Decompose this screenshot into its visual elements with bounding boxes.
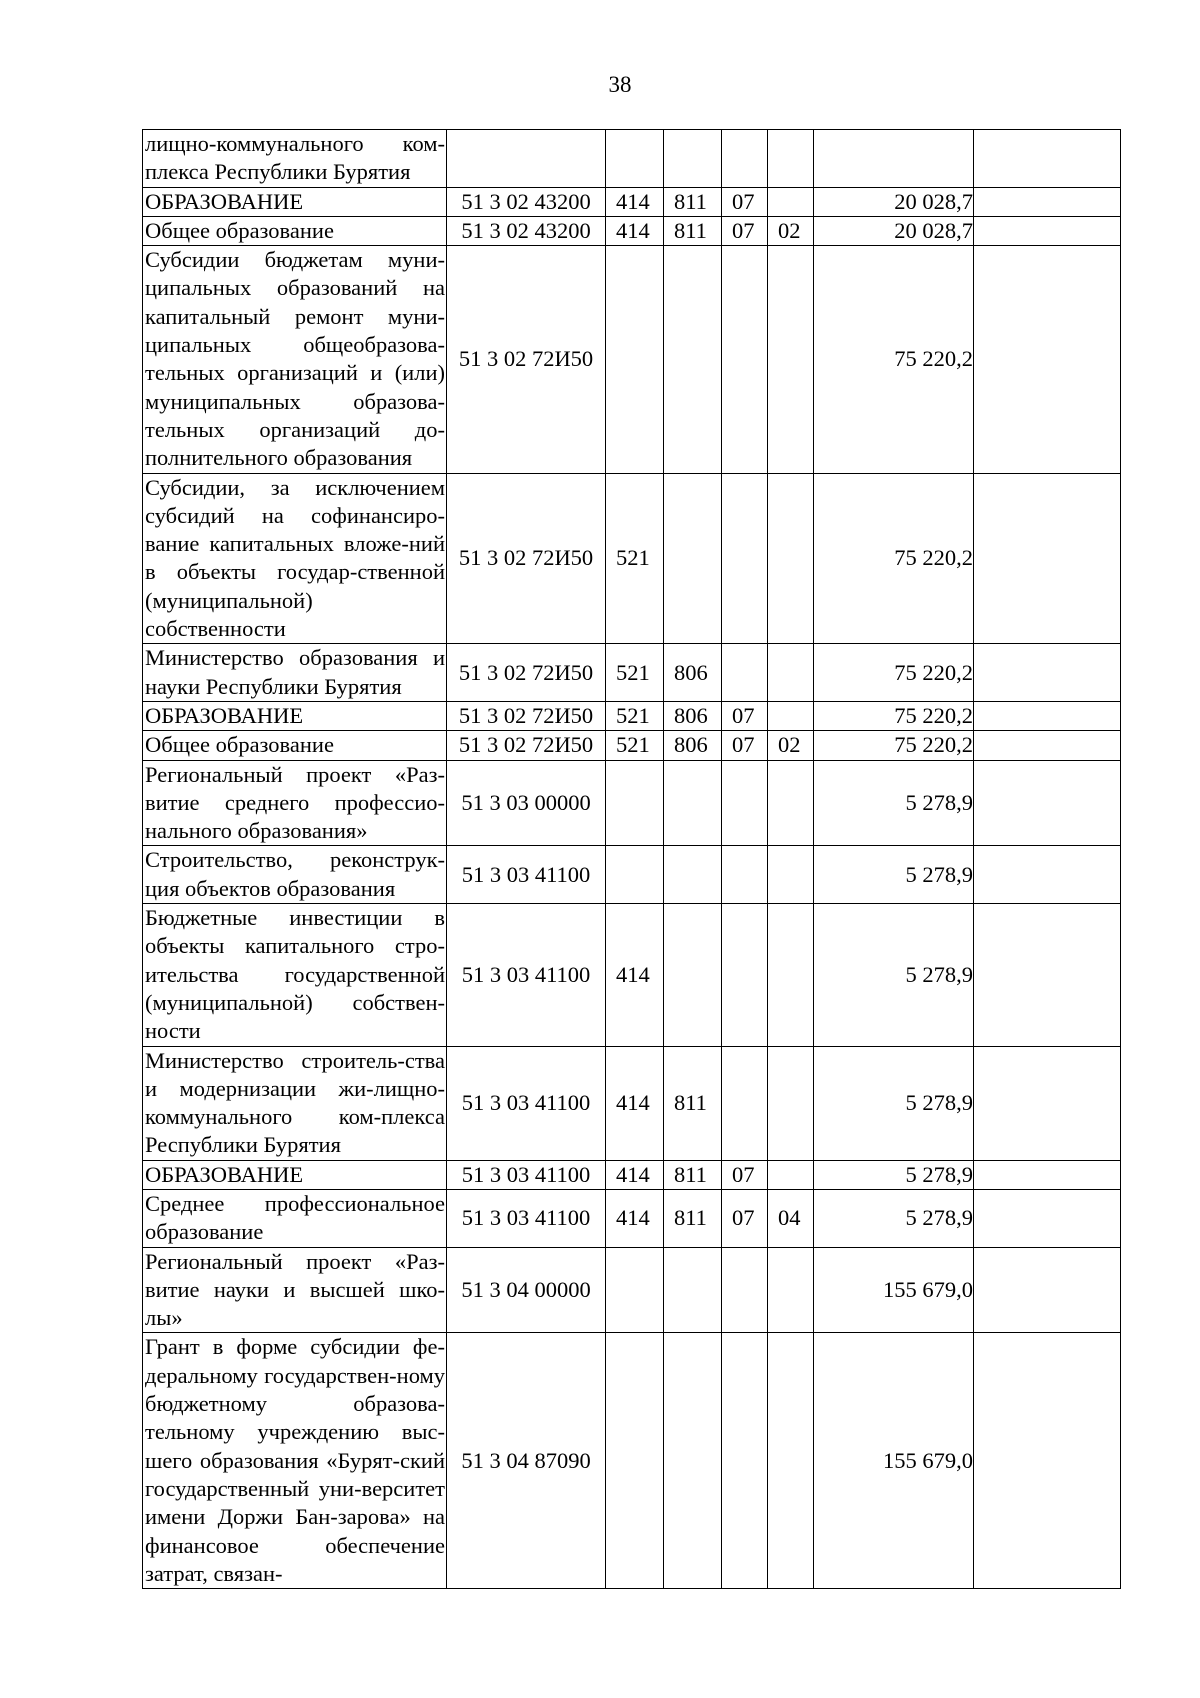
subsection-cell: 02 xyxy=(768,731,814,760)
section-cell xyxy=(722,1046,768,1160)
expense-type-cell: 414 xyxy=(606,1189,664,1247)
section-cell xyxy=(722,904,768,1046)
extra-cell xyxy=(974,187,1121,216)
extra-cell xyxy=(974,904,1121,1046)
table-row xyxy=(143,760,1121,846)
amount-cell: 75 220,2 xyxy=(814,473,974,644)
row-name-cell: Общее образование xyxy=(143,731,447,760)
target-code-cell: 51 3 02 43200 xyxy=(447,187,606,216)
target-code-cell: 51 3 02 72И50 xyxy=(447,731,606,760)
amount-cell: 5 278,9 xyxy=(814,1046,974,1160)
ministry-code-cell: 811 xyxy=(664,187,722,216)
target-code-cell: 51 3 02 72И50 xyxy=(447,701,606,730)
section-cell: 07 xyxy=(722,701,768,730)
section-cell: 07 xyxy=(722,731,768,760)
table-row xyxy=(143,731,1121,760)
budget-table xyxy=(142,129,1121,1589)
target-code-cell: 51 3 03 00000 xyxy=(447,760,606,846)
subsection-cell xyxy=(768,1247,814,1333)
section-cell xyxy=(722,1247,768,1333)
expense-type-cell xyxy=(606,246,664,473)
target-code-cell: 51 3 02 72И50 xyxy=(447,246,606,473)
ministry-code-cell: 811 xyxy=(664,1160,722,1189)
subsection-cell xyxy=(768,904,814,1046)
expense-type-cell xyxy=(606,130,664,188)
table-row xyxy=(143,846,1121,904)
ministry-code-cell xyxy=(664,130,722,188)
section-cell xyxy=(722,644,768,702)
row-name-cell: Субсидии, за исключением субсидий на софинансиро-вание капитальных вложе-ний в объекты государ-ственной (муниципальной) собственности xyxy=(143,473,447,644)
section-cell xyxy=(722,846,768,904)
extra-cell xyxy=(974,216,1121,245)
extra-cell xyxy=(974,1189,1121,1247)
ministry-code-cell: 811 xyxy=(664,216,722,245)
extra-cell xyxy=(974,760,1121,846)
subsection-cell xyxy=(768,246,814,473)
extra-cell xyxy=(974,1046,1121,1160)
target-code-cell: 51 3 02 72И50 xyxy=(447,644,606,702)
extra-cell xyxy=(974,644,1121,702)
expense-type-cell: 521 xyxy=(606,701,664,730)
ministry-code-cell xyxy=(664,1247,722,1333)
table-row xyxy=(143,1189,1121,1247)
row-name-cell: Строительство, реконструк-ция объектов образования xyxy=(143,846,447,904)
row-name-cell: Региональный проект «Раз-витие среднего профессио-нального образования» xyxy=(143,760,447,846)
ministry-code-cell xyxy=(664,760,722,846)
section-cell: 07 xyxy=(722,1160,768,1189)
section-cell xyxy=(722,246,768,473)
extra-cell xyxy=(974,246,1121,473)
target-code-cell: 51 3 04 00000 xyxy=(447,1247,606,1333)
section-cell xyxy=(722,1333,768,1589)
extra-cell xyxy=(974,130,1121,188)
expense-type-cell: 414 xyxy=(606,1160,664,1189)
subsection-cell xyxy=(768,701,814,730)
target-code-cell: 51 3 04 87090 xyxy=(447,1333,606,1589)
table-row xyxy=(143,187,1121,216)
expense-type-cell xyxy=(606,760,664,846)
amount-cell: 75 220,2 xyxy=(814,731,974,760)
target-code-cell: 51 3 03 41100 xyxy=(447,1046,606,1160)
amount-cell: 20 028,7 xyxy=(814,216,974,245)
row-name-cell: Региональный проект «Раз-витие науки и высшей шко-лы» xyxy=(143,1247,447,1333)
amount-cell: 75 220,2 xyxy=(814,701,974,730)
table-row xyxy=(143,246,1121,473)
amount-cell: 155 679,0 xyxy=(814,1333,974,1589)
subsection-cell xyxy=(768,187,814,216)
row-name-cell: ОБРАЗОВАНИЕ xyxy=(143,701,447,730)
extra-cell xyxy=(974,846,1121,904)
row-name-cell: Общее образование xyxy=(143,216,447,245)
table-row xyxy=(143,1046,1121,1160)
section-cell xyxy=(722,473,768,644)
subsection-cell xyxy=(768,644,814,702)
subsection-cell xyxy=(768,1046,814,1160)
ministry-code-cell: 811 xyxy=(664,1189,722,1247)
expense-type-cell: 521 xyxy=(606,644,664,702)
ministry-code-cell: 806 xyxy=(664,644,722,702)
table-row xyxy=(143,904,1121,1046)
table-body xyxy=(143,130,1121,1589)
row-name-cell: ОБРАЗОВАНИЕ xyxy=(143,187,447,216)
section-cell xyxy=(722,130,768,188)
expense-type-cell: 414 xyxy=(606,187,664,216)
table-row xyxy=(143,1247,1121,1333)
target-code-cell: 51 3 03 41100 xyxy=(447,846,606,904)
row-name-cell: ОБРАЗОВАНИЕ xyxy=(143,1160,447,1189)
amount-cell: 5 278,9 xyxy=(814,846,974,904)
ministry-code-cell xyxy=(664,473,722,644)
expense-type-cell xyxy=(606,1333,664,1589)
row-name-cell: Министерство строитель-ства и модернизации жи-лищно-коммунального ком-плекса Республики Бурятия xyxy=(143,1046,447,1160)
extra-cell xyxy=(974,1333,1121,1589)
subsection-cell xyxy=(768,1333,814,1589)
amount-cell: 5 278,9 xyxy=(814,1189,974,1247)
subsection-cell xyxy=(768,473,814,644)
subsection-cell: 02 xyxy=(768,216,814,245)
expense-type-cell xyxy=(606,846,664,904)
amount-cell: 5 278,9 xyxy=(814,904,974,1046)
subsection-cell xyxy=(768,846,814,904)
row-name-cell: Субсидии бюджетам муни-ципальных образований на капитальный ремонт муни-ципальных общеобразова-тельных организаций и (или) муниципальных образова-тельных организаций до-полнительного образования xyxy=(143,246,447,473)
amount-cell: 155 679,0 xyxy=(814,1247,974,1333)
target-code-cell: 51 3 03 41100 xyxy=(447,1189,606,1247)
ministry-code-cell: 811 xyxy=(664,1046,722,1160)
extra-cell xyxy=(974,701,1121,730)
subsection-cell: 04 xyxy=(768,1189,814,1247)
table-row xyxy=(143,1333,1121,1589)
amount-cell: 5 278,9 xyxy=(814,760,974,846)
ministry-code-cell: 806 xyxy=(664,701,722,730)
expense-type-cell: 521 xyxy=(606,731,664,760)
page-number: 38 xyxy=(608,72,632,97)
target-code-cell: 51 3 03 41100 xyxy=(447,904,606,1046)
section-cell: 07 xyxy=(722,187,768,216)
expense-type-cell xyxy=(606,1247,664,1333)
table-row xyxy=(143,701,1121,730)
extra-cell xyxy=(974,1160,1121,1189)
ministry-code-cell xyxy=(664,904,722,1046)
extra-cell xyxy=(974,473,1121,644)
ministry-code-cell xyxy=(664,1333,722,1589)
section-cell xyxy=(722,760,768,846)
expense-type-cell: 414 xyxy=(606,904,664,1046)
subsection-cell xyxy=(768,130,814,188)
section-cell: 07 xyxy=(722,1189,768,1247)
table-row xyxy=(143,644,1121,702)
amount-cell xyxy=(814,130,974,188)
row-name-cell: Среднее профессиональное образование xyxy=(143,1189,447,1247)
expense-type-cell: 414 xyxy=(606,1046,664,1160)
extra-cell xyxy=(974,1247,1121,1333)
ministry-code-cell xyxy=(664,246,722,473)
ministry-code-cell: 806 xyxy=(664,731,722,760)
target-code-cell: 51 3 03 41100 xyxy=(447,1160,606,1189)
table-row xyxy=(143,1160,1121,1189)
row-name-cell: Грант в форме субсидии фе-деральному государствен-ному бюджетному образова-тельному учреждению выс-шего образования «Бурят-ский государственный уни-верситет имени Доржи Бан-зарова» на финансовое обеспечение затрат, связан- xyxy=(143,1333,447,1589)
amount-cell: 20 028,7 xyxy=(814,187,974,216)
expense-type-cell: 521 xyxy=(606,473,664,644)
table-row xyxy=(143,216,1121,245)
subsection-cell xyxy=(768,760,814,846)
table-row xyxy=(143,473,1121,644)
table-row xyxy=(143,130,1121,188)
target-code-cell: 51 3 02 43200 xyxy=(447,216,606,245)
amount-cell: 75 220,2 xyxy=(814,246,974,473)
expense-type-cell: 414 xyxy=(606,216,664,245)
row-name-cell: Министерство образования и науки Республики Бурятия xyxy=(143,644,447,702)
section-cell: 07 xyxy=(722,216,768,245)
target-code-cell xyxy=(447,130,606,188)
row-name-cell: лищно-коммунального ком-плекса Республики Бурятия xyxy=(143,130,447,188)
target-code-cell: 51 3 02 72И50 xyxy=(447,473,606,644)
amount-cell: 5 278,9 xyxy=(814,1160,974,1189)
subsection-cell xyxy=(768,1160,814,1189)
row-name-cell: Бюджетные инвестиции в объекты капитального стро-ительства государственной (муниципальной) собствен-ности xyxy=(143,904,447,1046)
amount-cell: 75 220,2 xyxy=(814,644,974,702)
extra-cell xyxy=(974,731,1121,760)
ministry-code-cell xyxy=(664,846,722,904)
